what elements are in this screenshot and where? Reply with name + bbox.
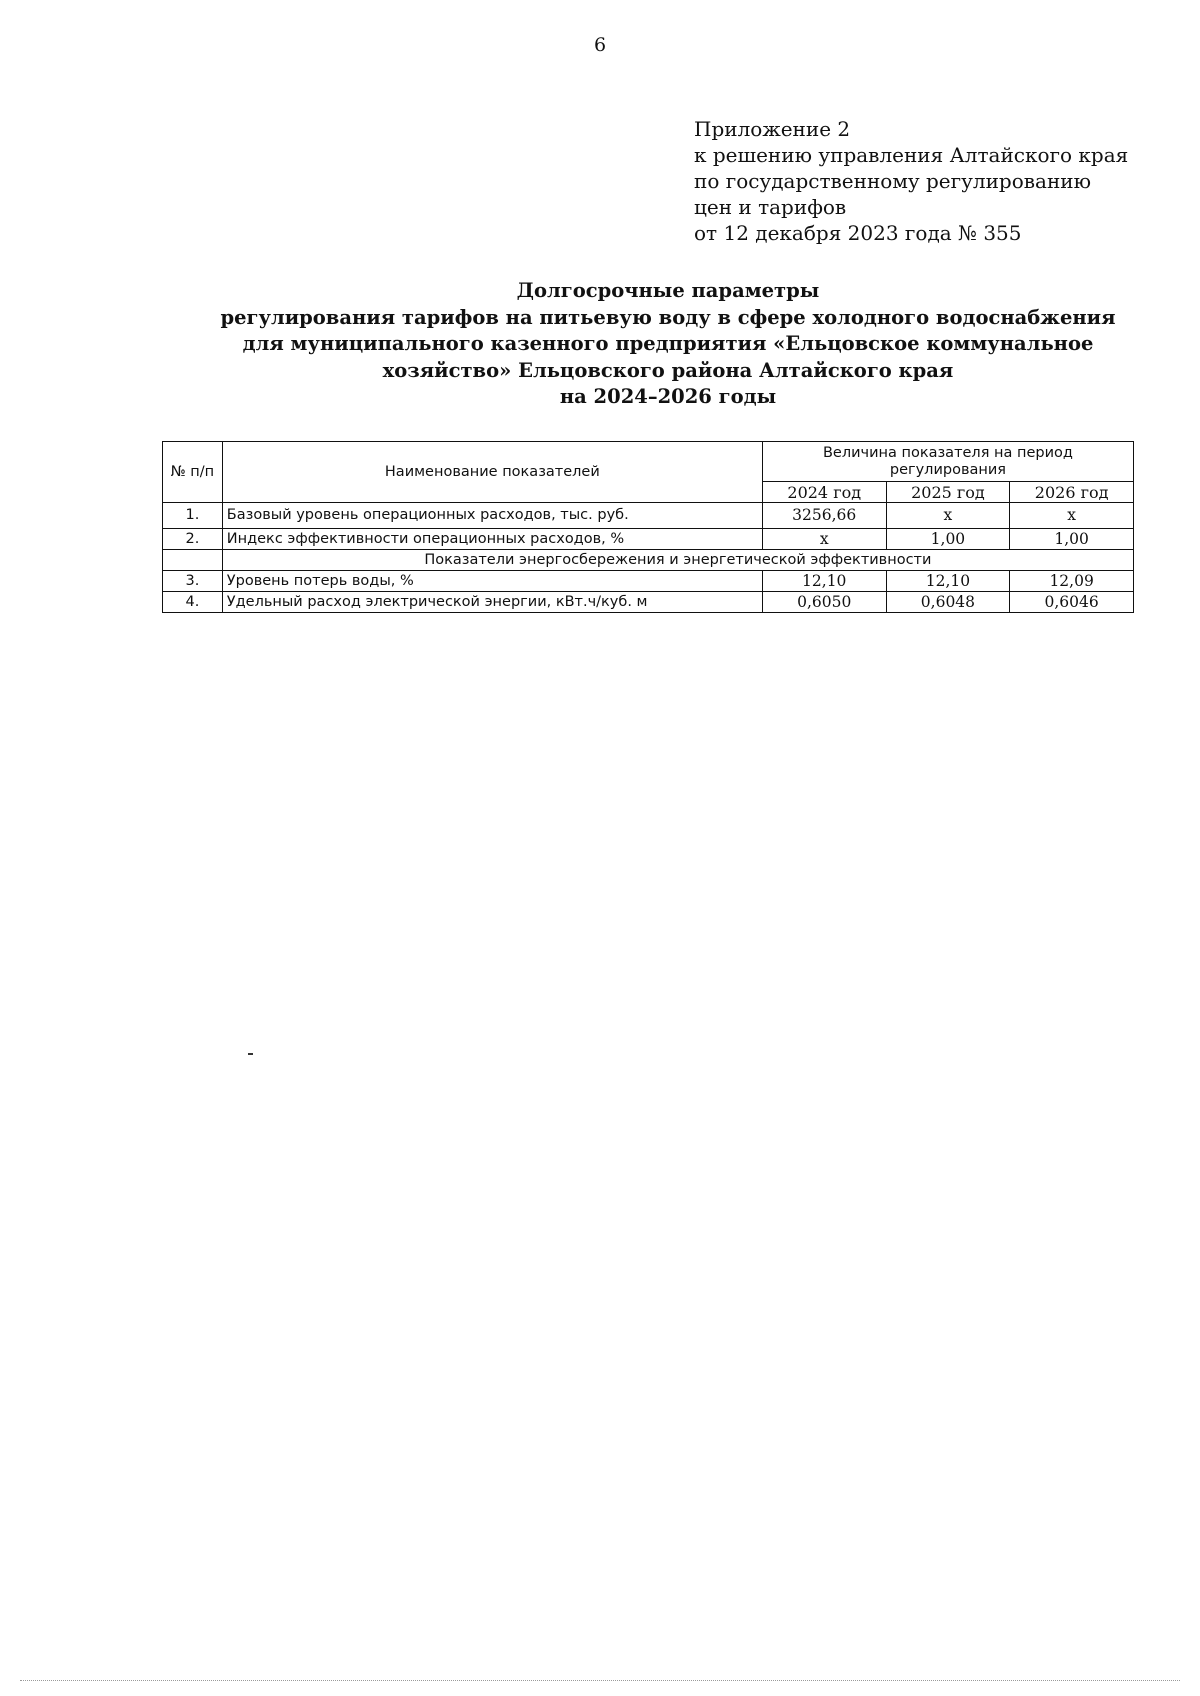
table-row: [163, 592, 1134, 613]
row-name: Уровень потерь воды, %: [222, 571, 762, 592]
title-line: на 2024–2026 годы: [559, 385, 777, 408]
row-value: 12,10: [762, 571, 886, 592]
appendix-line: Приложение 2: [694, 117, 851, 141]
row-value: 12,10: [886, 571, 1010, 592]
appendix-line: цен и тарифов: [694, 195, 847, 219]
appendix-line: по государственному регулированию: [694, 169, 1092, 193]
parameters-table: [162, 441, 1134, 613]
row-num: 4.: [163, 592, 223, 613]
row-value: 0,6046: [1010, 592, 1134, 613]
row-name: Индекс эффективности операционных расходов, %: [222, 529, 762, 550]
row-value: х: [762, 529, 886, 550]
row-value: 3256,66: [762, 503, 886, 529]
table-row: [163, 503, 1134, 529]
row-name: Базовый уровень операционных расходов, тыс. руб.: [222, 503, 762, 529]
header-num: № п/п: [163, 442, 223, 503]
scan-edge-line: [20, 1680, 1180, 1681]
title-line: хозяйство» Ельцовского района Алтайского края: [382, 358, 954, 382]
title-line: Долгосрочные параметры: [516, 279, 820, 302]
header-year: 2026 год: [1010, 482, 1134, 503]
row-value: 1,00: [886, 529, 1010, 550]
header-name: Наименование показателей: [222, 442, 762, 503]
title-line: регулирования тарифов на питьевую воду в сфере холодного водоснабжения: [220, 305, 1116, 329]
appendix-block: [694, 116, 1154, 246]
table-section-row: [163, 550, 1134, 571]
row-name: Удельный расход электрической энергии, кВт.ч/куб. м: [222, 592, 762, 613]
row-value: 0,6048: [886, 592, 1010, 613]
row-value: х: [1010, 503, 1134, 529]
row-value: 12,09: [1010, 571, 1134, 592]
section-title: Показатели энергосбережения и энергетической эффективности: [222, 550, 1133, 571]
title-line: для муниципального казенного предприятия «Ельцовское коммунальное: [242, 332, 1094, 355]
header-year: 2024 год: [762, 482, 886, 503]
row-value: 0,6050: [762, 592, 886, 613]
appendix-line: от 12 декабря 2023 года № 355: [694, 221, 1022, 245]
row-value: 1,00: [1010, 529, 1134, 550]
header-value-group: Величина показателя на период регулирования: [762, 442, 1133, 482]
row-num: 3.: [163, 571, 223, 592]
row-num: 2.: [163, 529, 223, 550]
row-value: х: [886, 503, 1010, 529]
header-year: 2025 год: [886, 482, 1010, 503]
page-number: 6: [593, 34, 607, 56]
scan-speck: [248, 1053, 253, 1055]
appendix-line: к решению управления Алтайского края: [694, 143, 1129, 167]
section-num-empty: [163, 550, 223, 571]
row-num: 1.: [163, 503, 223, 529]
table-row: [163, 529, 1134, 550]
table-row: [163, 571, 1134, 592]
table-header-row: [163, 442, 1134, 482]
document-title: [160, 278, 1176, 411]
